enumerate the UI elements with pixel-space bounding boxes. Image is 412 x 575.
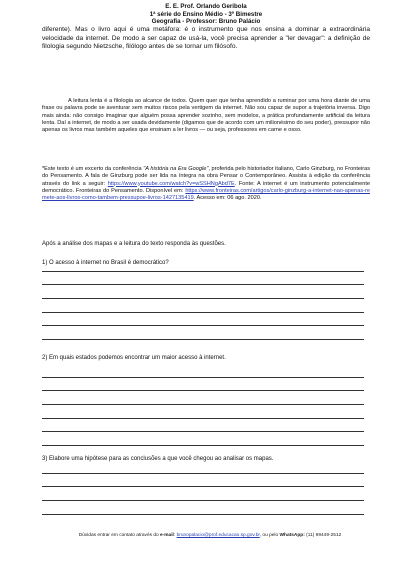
- school-name: E. E. Prof. Orlando Geribola: [165, 3, 247, 10]
- email-link[interactable]: brunopalacio@prof.educacao.sp.gov.br: [176, 533, 260, 538]
- source-text-3: . Fonte: A internet é um instrumento potencialmente democrático. Fronteiras do Pensamento. Disponível em:: [42, 180, 370, 194]
- footer-text: Dúvidas entrar em contato através do: [78, 533, 161, 538]
- answer-line[interactable]: [42, 487, 364, 501]
- text-excerpt: [42, 98, 370, 134]
- email-label: e-mail: [160, 533, 174, 538]
- access-date: . Acesso em: 06 ago. 2020.: [193, 195, 262, 202]
- question-1: 1) O acesso à internet no Brasil é democrático?: [42, 260, 169, 266]
- answer-line[interactable]: [42, 299, 364, 313]
- answer-line[interactable]: [42, 326, 364, 340]
- answer-line[interactable]: [42, 258, 364, 272]
- subject-line: Geografia - Professor: Bruno Palácio: [151, 18, 261, 26]
- answer-line[interactable]: [42, 432, 364, 446]
- source-note: [42, 166, 370, 202]
- answer-line[interactable]: [42, 501, 364, 515]
- whatsapp-label: WhatsApp:: [279, 533, 305, 538]
- contact-footer: [60, 533, 360, 539]
- phone-number: (11) 99449-2512: [304, 533, 342, 538]
- grade-line: 1ª série do Ensino Médio - 3º Bimestre: [149, 10, 263, 18]
- answer-line[interactable]: [42, 272, 364, 286]
- source-paragraph: [42, 166, 370, 202]
- answer-line[interactable]: [42, 474, 364, 488]
- article-link[interactable]: https://www.fronteiras.com/artigos/carlo-ginzburg-a-internet-nao-apenas-remete-aos-livros-como-tambem-pressupoe-livros-1427135419: [42, 187, 370, 202]
- answer-lines-2[interactable]: [42, 364, 364, 446]
- source-text-2: , proferida pelo historiador italiano, Carlo Ginzburg, no Fronteiras do Pensamento. A fala de Ginzburg pode ser lida na íntegra na obra Pensar o Contemporâneo. Assista à edição da conferência através do link a seguir:: [42, 166, 371, 187]
- answer-line[interactable]: [42, 391, 364, 405]
- answer-lines-3[interactable]: [42, 460, 364, 515]
- youtube-link[interactable]: https://www.youtube.com/watch?v=wSSHNgAbd7E: [107, 180, 235, 187]
- answer-line[interactable]: [42, 313, 364, 327]
- answer-line[interactable]: [42, 419, 364, 433]
- footer-text-2: , ou pelo: [259, 533, 280, 538]
- answer-line[interactable]: [42, 460, 364, 474]
- answer-line[interactable]: [42, 364, 364, 378]
- document-header: [0, 3, 412, 26]
- question-3: 3) Elabore uma hipótese para as conclusões a que você chegou ao analisar os mapas.: [42, 456, 274, 462]
- question-2: 2) Em quais estados podemos encontrar um maior acesso à internet.: [42, 355, 226, 361]
- answer-line[interactable]: [42, 405, 364, 419]
- paragraph-2: A leitura lenta é a filologia ao alcance de todos. Quem quer que tenha aprendido a ruminar por uma hora diante de uma frase ou palavra pode se aventurar sem muitos riscos pela vertigem da internet. Não sou capaz de supor a trajetória inversa. Digo mais ainda: não consigo imaginar que alguém possa aprender sozinho, sem modelos, a prática profundamente artificial da leitura lenta. Daí a internet, de modo a ser usada devidamente (digamos que de acordo com um milionésimo do seu poder), pressupor não apenas os livros mas também aqueles que ensinam a ler livros — ou seja, professores em carne e osso.: [42, 98, 370, 134]
- instructions: Após a análise dos mapas e a leitura do texto responda às questões.: [42, 241, 226, 247]
- email-separator: :: [173, 533, 177, 538]
- answer-line[interactable]: [42, 378, 364, 392]
- conference-title: "A história na Era Google": [143, 166, 209, 172]
- paragraph-1: diferente). Mas o livro aqui é uma metáfora: é o instrumento que nos ensina a dominar a extraordinária velocidade da internet. De modo a ser capaz de usá-la, você precisa aprender a "ler devagar": a definição de filologia segundo Nietzsche, filólogo antes de se tornar um filósofo.: [42, 26, 370, 50]
- source-text-1: *Este texto é um excerto da conferência: [42, 166, 144, 172]
- text-excerpt-continuation: [42, 26, 370, 52]
- answer-line[interactable]: [42, 285, 364, 299]
- answer-lines-1[interactable]: [42, 258, 364, 340]
